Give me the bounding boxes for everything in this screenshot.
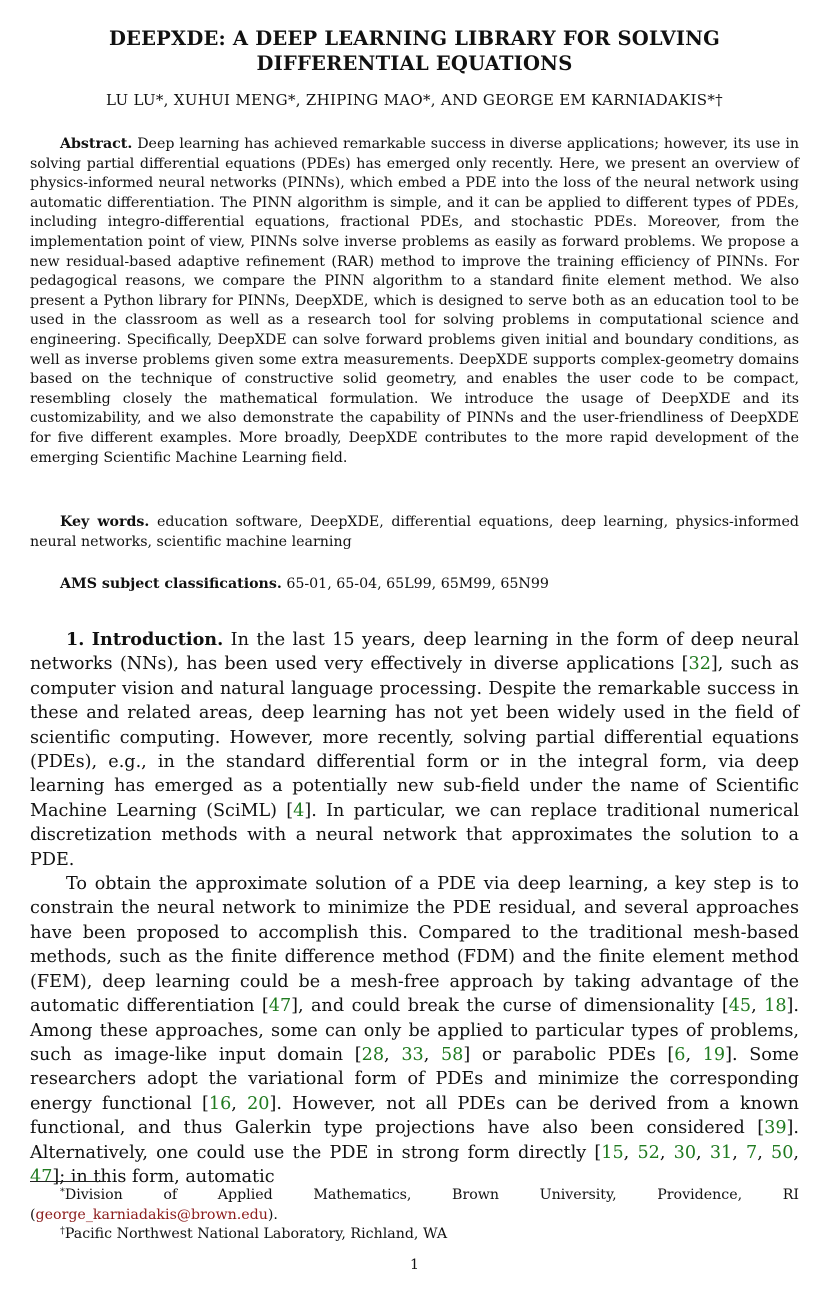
keywords-text: education software, DeepXDE, differential equations, deep learning, physics-informed neural networks, scientific machine learning: [30, 514, 799, 550]
citation-link[interactable]: 47: [30, 1166, 53, 1187]
ams-classifications: [30, 575, 799, 595]
citation-link[interactable]: 16: [208, 1093, 232, 1114]
citation-link[interactable]: 18: [764, 996, 787, 1017]
footnote-mark: †: [60, 1225, 65, 1237]
citation-link[interactable]: 7: [746, 1142, 758, 1163]
citation-link[interactable]: 20: [247, 1093, 270, 1114]
citation-link[interactable]: 33: [401, 1044, 424, 1065]
footnote-text: Pacific Northwest National Laboratory, Richland, WA: [64, 1226, 448, 1243]
paragraph-text: . Among these approaches, some can only be applied to particular types of problems, such as image-like input domain: [30, 996, 799, 1065]
citation-link[interactable]: 19: [702, 1044, 726, 1065]
citation-link[interactable]: 45: [728, 996, 752, 1017]
paragraph-text: To obtain the approximate solution of a PDE via deep learning, a key step is to constrain the neural network to minimize the PDE residual, and several approaches have been proposed to accomplish this. Compared to the traditional mesh-based methods, such as the finite difference method (FDM) and the finite element method (FEM), deep learning could be a mesh-free approach by taking advantage of the automatic differentiation: [30, 874, 799, 1017]
footnote-mark: *: [60, 1186, 65, 1198]
email-link[interactable]: george_karniadakis@brown.edu: [35, 1206, 268, 1223]
footnote-rule: [30, 1181, 106, 1182]
title-line-2: DIFFERENTIAL EQUATIONS: [256, 52, 573, 75]
intro-paragraph-1: 1. Introduction. In the last 15 years, deep learning in the form of deep neural networks (NNs), has been used very effectively in diverse applications [32], such as computer vision and natural language processing. Despite the remarkable success in these and related areas, deep learning has not yet been widely used in the field of scientific computing. However, more recently, solving partial differential equations (PDEs), e.g., in the standard differential form or in the integral form, via deep learning has emerged as a potentially new sub-field under the name of Scientific Machine Learning (SciML) [4]. In particular, we can replace traditional numerical discretization methods with a neural network that approximates the solution to a PDE.: [30, 629, 800, 870]
citation-link[interactable]: 32: [688, 654, 711, 675]
citation-link[interactable]: 50: [771, 1142, 794, 1163]
citation-link[interactable]: 6: [674, 1044, 686, 1065]
introduction-section: [30, 628, 799, 1189]
citation-link[interactable]: 15: [601, 1142, 624, 1163]
ams-text: 65-01, 65-04, 65L99, 65M99, 65N99: [286, 576, 549, 592]
title-line-1: DEEPXDE: A DEEP LEARNING LIBRARY FOR SOLVING: [108, 27, 721, 50]
footnote-text: Division of Applied Mathematics, Brown University, Providence, RI: [64, 1187, 799, 1203]
footnotes: [30, 1186, 799, 1245]
citation-link[interactable]: 52: [637, 1142, 660, 1163]
footnote-2: [30, 1225, 799, 1245]
footnote-1: [30, 1186, 799, 1206]
author-list: LU LU*, XUHUI MENG*, ZHIPING MAO*, AND GEORGE EM KARNIADAKIS*†: [106, 91, 723, 109]
citation-link[interactable]: 30: [673, 1142, 697, 1163]
paragraph-text: ; in this form, automatic: [59, 1166, 275, 1187]
intro-paragraph-2: To obtain the approximate solution of a PDE via deep learning, a key step is to constrain the neural network to minimize the PDE residual, and several approaches have been proposed to accomplish this. Compared to the traditional mesh-based methods, such as the finite difference method (FDM) and the finite element method (FEM), deep learning could be a mesh-free approach by taking advantage of the automatic differentiation [47], and could break the curse of dimensionality [45, 18]. Among these approaches, some can only be applied to particular types of problems, such as image-like input domain [28, 33, 58] or parabolic PDEs [6, 19]. Some researchers adopt the variational form of PDEs and minimize the corresponding energy functional [16, 20]. However, not all PDEs can be derived from a known functional, and thus Galerkin type projections have also been considered [39]. Alternatively, one could use the PDE in strong form directly [15, 52, 30, 31, 7, 50, 47]; in this form, automatic: [30, 874, 799, 1187]
paragraph-text: . Alternatively, one could use the PDE in strong form directly: [30, 1118, 799, 1163]
citation-link[interactable]: 31: [709, 1142, 733, 1163]
citation-link[interactable]: 39: [764, 1118, 787, 1139]
citation-link[interactable]: 47: [268, 996, 292, 1017]
keywords: [30, 513, 799, 552]
paragraph-text: . However, not all PDEs can be derived from a known functional, and thus Galerkin type projections have also been considered: [30, 1093, 799, 1139]
paragraph-text: . In particular, we can replace traditional numerical discretization methods with a neural network that approximates the solution to a PDE.: [30, 800, 799, 870]
citation-link[interactable]: 28: [361, 1044, 385, 1065]
paragraph-text: , such as computer vision and natural language processing. Despite the remarkable success in these and related areas, deep learning has not yet been widely used in the field of scientific computing. However, more recently, solving partial differential equations (PDEs), e.g., in the standard differential form or in the integral form, via deep learning has emerged as a potentially new sub-field under the name of Scientific Machine Learning (SciML): [30, 654, 800, 821]
abstract-label: Abstract.: [60, 136, 133, 152]
citation-link[interactable]: 58: [440, 1044, 464, 1065]
section-title: Introduction.: [91, 629, 224, 650]
paragraph-text: , and could break the curse of dimensionality: [298, 996, 722, 1017]
footnote-1-email-line: (george_karniadakis@brown.edu).: [30, 1206, 278, 1223]
page-number: 1: [409, 1257, 420, 1273]
citation-link[interactable]: 4: [293, 800, 305, 821]
keywords-label: Key words.: [60, 514, 150, 530]
ams-label: AMS subject classifications.: [60, 576, 282, 592]
paper-title: [40, 26, 789, 76]
section-number: 1.: [66, 629, 85, 650]
paragraph-text: or parabolic PDEs: [470, 1044, 668, 1065]
abstract-text: Deep learning has achieved remarkable success in diverse applications; however, its use in solving partial differential equations (PDEs) has emerged only recently. Here, we present an overview of physics-informed neural networks (PINNs), which embed a PDE into the loss of the neural network using automatic differentiation. The PINN algorithm is simple, and it can be applied to different types of PDEs, including integro-differential equations, fractional PDEs, and stochastic PDEs. Moreover, from the implementation point of view, PINNs solve inverse problems as easily as forward problems. We propose a new residual-based adaptive refinement (RAR) method to improve the training efficiency of PINNs. For pedagogical reasons, we compare the PINN algorithm to a standard finite element method. We also present a Python library for PINNs, DeepXDE, which is designed to serve both as an education tool to be used in the classroom as well as a research tool for solving problems in computational science and engineering. Specifically, DeepXDE can solve forward problems given initial and boundary conditions, as well as inverse problems given some extra measurements. DeepXDE supports complex-geometry domains based on the technique of constructive solid geometry, and enables the user code to be compact, resembling closely the mathematical formulation. We introduce the usage of DeepXDE and its customizability, and we also demonstrate the capability of PINNs and the user-friendliness of DeepXDE for five different examples. More broadly, DeepXDE contributes to the more rapid development of the emerging Scientific Machine Learning field.: [30, 136, 799, 466]
abstract: [30, 135, 799, 468]
paragraph-text: . Some researchers adopt the variational form of PDEs and minimize the corresponding energy functional: [30, 1044, 799, 1114]
paragraph-text: In the last 15 years, deep learning in the form of deep neural networks (NNs), has been used very effectively in diverse applications: [30, 630, 800, 675]
